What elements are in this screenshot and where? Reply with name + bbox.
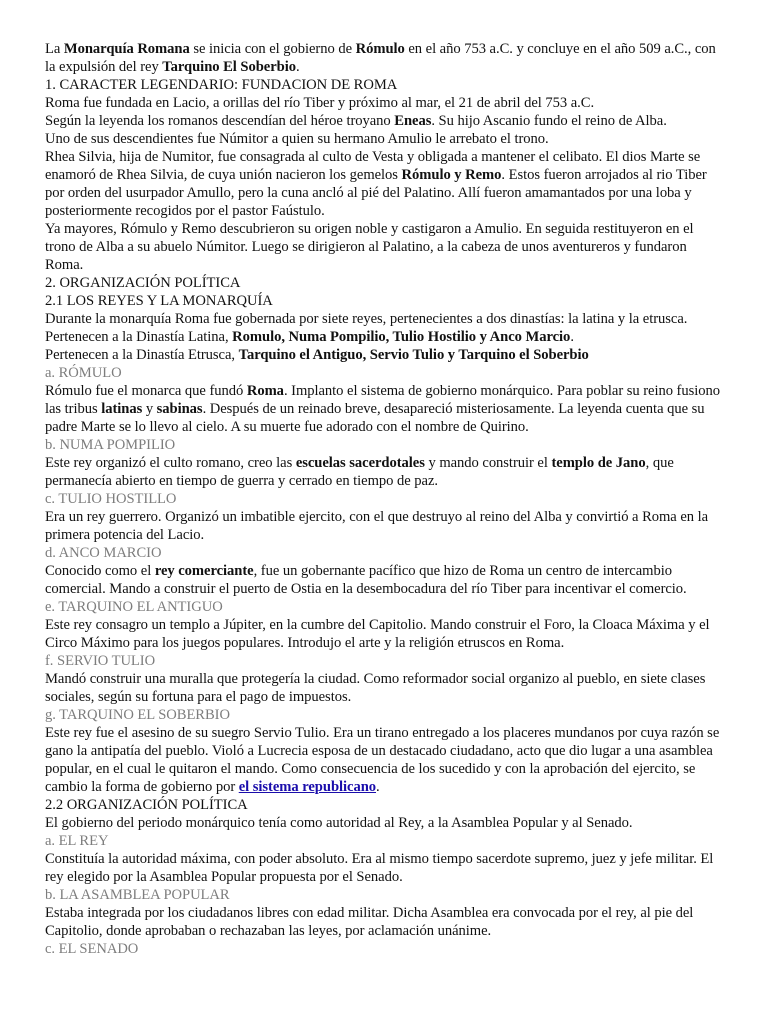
paragraph: Conocido como el rey comerciante, fue un gobernante pacífico que hizo de Roma un centro de intercambio comercial. Mando a construir el puerto de Ostia en la desembocadura del río Tiber para incentivar el comercio. xyxy=(45,563,687,597)
king-heading-anco-marcio: d. ANCO MARCIO xyxy=(45,545,162,561)
paragraph: Según la leyenda los romanos descendían del héroe troyano Eneas. Su hijo Ascanio fundo el reino de Alba. xyxy=(45,113,667,129)
paragraph: Durante la monarquía Roma fue gobernada por siete reyes, pertenecientes a dos dinastías: la latina y la etrusca. xyxy=(45,311,688,327)
paragraph: Este rey consagro un templo a Júpiter, en la cumbre del Capitolio. Mando construir el Foro, la Cloaca Máxima y el Circo Máximo para los juegos populares. Introdujo el arte y la religión etruscos en Roma. xyxy=(45,617,710,651)
paragraph: Pertenecen a la Dinastía Etrusca, Tarquino el Antiguo, Servio Tulio y Tarquino el Soberbio xyxy=(45,347,589,363)
paragraph: Roma fue fundada en Lacio, a orillas del río Tiber y próximo al mar, el 21 de abril del 753 a.C. xyxy=(45,95,595,111)
king-heading-tarquino-el-antiguo: e. TARQUINO EL ANTIGUO xyxy=(45,599,223,615)
section-2-heading: 2. ORGANIZACIÓN POLÍTICA xyxy=(45,275,241,291)
org-heading-el-senado: c. EL SENADO xyxy=(45,941,139,957)
paragraph: Constituía la autoridad máxima, con poder absoluto. Era al mismo tiempo sacerdote supremo, juez y jefe militar. El rey elegido por la Asamblea Popular propuesta por el Senado. xyxy=(45,851,714,885)
subsection-2-2-heading: 2.2 ORGANIZACIÓN POLÍTICA xyxy=(45,797,248,813)
paragraph: Este rey fue el asesino de su suegro Servio Tulio. Era un tirano entregado a los placeres mundanos por cuya razón se gano la antipatía del pueblo. Violó a Lucrecia esposa de un destacado ciudadano, acto que dio lugar a una asamblea popular, en el cual le quitaron el mando. Como consecuencia de los sucedido y con la aprobación del ejercito, se cambio la forma de gobierno por el sistema republicano. xyxy=(45,725,720,795)
king-heading-romulo: a. RÓMULO xyxy=(45,365,122,381)
king-heading-tulio-hostillo: c. TULIO HOSTILLO xyxy=(45,491,177,507)
paragraph: Este rey organizó el culto romano, creo las escuelas sacerdotales y mando construir el templo de Jano, que permanecía abierto en tiempo de guerra y cerrado en tiempo de paz. xyxy=(45,455,674,489)
subsection-2-1-heading: 2.1 LOS REYES Y LA MONARQUÍA xyxy=(45,293,273,309)
paragraph: Uno de sus descendientes fue Númitor a quien su hermano Amulio le arrebato el trono. xyxy=(45,131,549,147)
org-heading-asamblea-popular: b. LA ASAMBLEA POPULAR xyxy=(45,887,230,903)
paragraph: Pertenecen a la Dinastía Latina, Romulo, Numa Pompilio, Tulio Hostilio y Anco Marcio. xyxy=(45,329,574,345)
republican-system-link[interactable]: el sistema republicano xyxy=(238,779,377,795)
org-heading-el-rey: a. EL REY xyxy=(45,833,109,849)
paragraph: Rhea Silvia, hija de Numitor, fue consagrada al culto de Vesta y obligada a mantener el celibato. El dios Marte se enamoró de Rhea Silvia, de cuya unión nacieron los gemelos Rómulo y Remo. Estos fueron arrojados al rio Tiber por orden del usurpador Amullo, pero la cuna ancló al pié del Palatino. Allí fueron amamantados por una loba y posteriormente recogidos por el pastor Faústulo. xyxy=(45,149,707,219)
paragraph: El gobierno del periodo monárquico tenía como autoridad al Rey, a la Asamblea Popular y al Senado. xyxy=(45,815,633,831)
king-heading-servio-tulio: f. SERVIO TULIO xyxy=(45,653,156,669)
section-1-heading: 1. CARACTER LEGENDARIO: FUNDACION DE ROMA xyxy=(45,77,398,93)
paragraph: Era un rey guerrero. Organizó un imbatible ejercito, con el que destruyo al reino del Alba y convirtió a Roma en la primera potencia del Lacio. xyxy=(45,509,709,543)
paragraph: Ya mayores, Rómulo y Remo descubrieron su origen noble y castigaron a Amulio. En seguida restituyeron en el trono de Alba a su abuelo Númitor. Luego se dirigieron al Palatino, a la cabeza de unos aventureros y fundaron Roma. xyxy=(45,221,694,273)
paragraph: Estaba integrada por los ciudadanos libres con edad militar. Dicha Asamblea era convocada por el rey, al pie del Capitolio, donde aprobaban o rechazaban las leyes, por aclamación unánime. xyxy=(45,905,694,939)
king-heading-numa-pompilio: b. NUMA POMPILIO xyxy=(45,437,176,453)
paragraph: Rómulo fue el monarca que fundó Roma. Implanto el sistema de gobierno monárquico. Para poblar su reino fusiono las tribus latinas y sabinas. Después de un reinado breve, desapareció misteriosamente. La leyenda cuenta que su padre Marte se lo llevo al cielo. A su muerte fue adorado con el nombre de Quirino. xyxy=(45,383,720,435)
paragraph: Mandó construir una muralla que protegería la ciudad. Como reformador social organizo al pueblo, en siete clases sociales, según su fortuna para el pago de impuestos. xyxy=(45,671,706,705)
king-heading-tarquino-el-soberbio: g. TARQUINO EL SOBERBIO xyxy=(45,707,230,723)
intro-paragraph: La Monarquía Romana se inicia con el gobierno de Rómulo en el año 753 a.C. y concluye en el año 509 a.C., con la expulsión del rey Tarquino El Soberbio. xyxy=(45,41,716,75)
